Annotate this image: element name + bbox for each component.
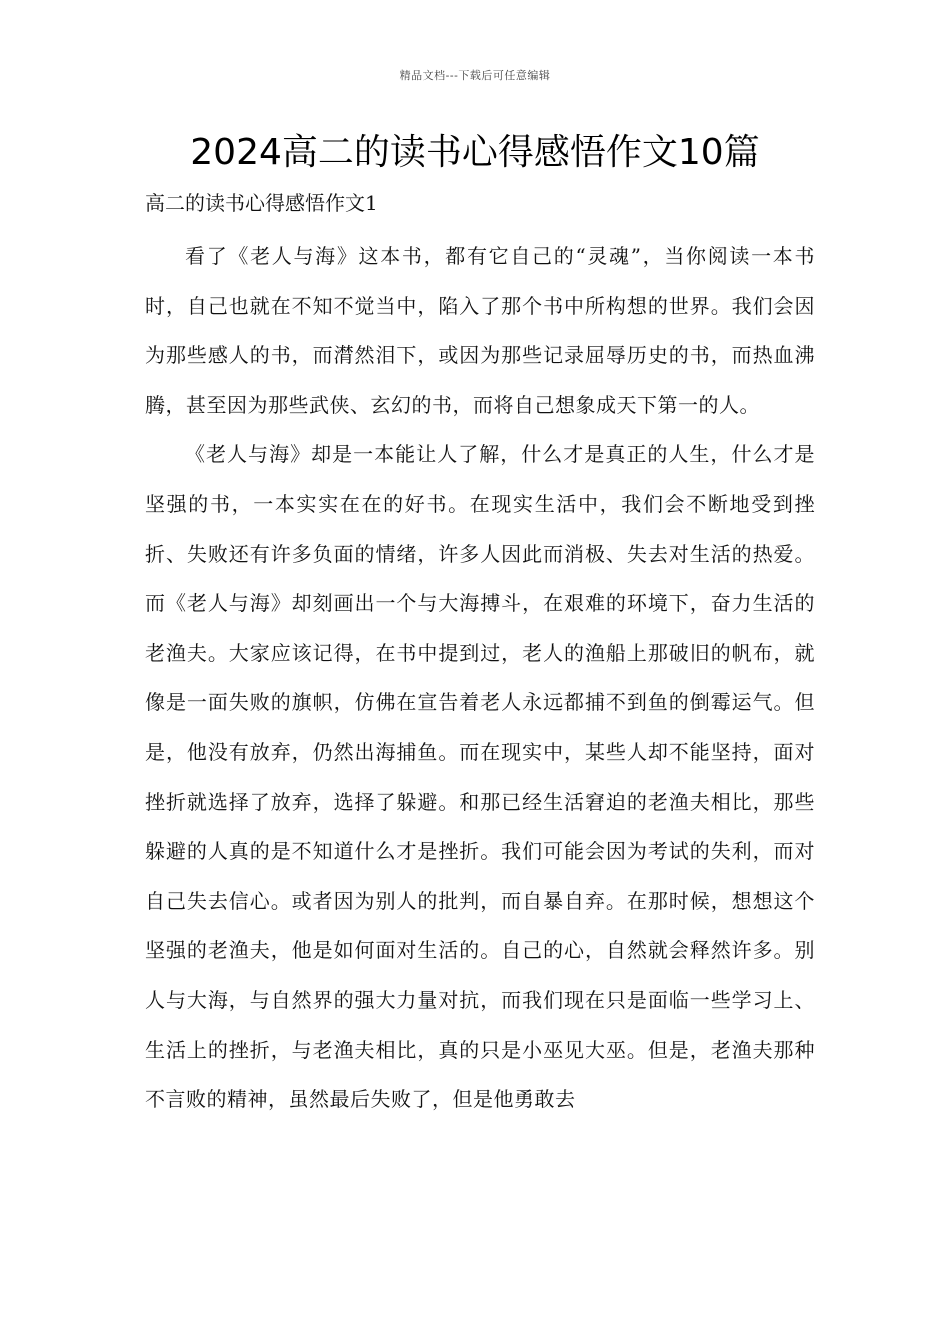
section-title: 高二的读书心得感悟作文1: [145, 191, 378, 215]
paragraph: 看了《老人与海》这本书，都有它自己的“灵魂”，当你阅读一本书时，自己也就在不知不觉当中，陷入了那个书中所构想的世界。我们会因为那些感人的书，而潸然泪下，或因为那些记录屈辱历史的书，而热血沸腾，甚至因为那些武侠、玄幻的书，而将自己想象成天下第一的人。: [145, 244, 815, 417]
header-note: 精品文档---下载后可任意编辑: [399, 69, 551, 82]
paragraph: 《老人与海》却是一本能让人了解，什么才是真正的人生，什么才是坚强的书，一本实实在在的好书。在现实生活中，我们会不断地受到挫折、失败还有许多负面的情绪，许多人因此而消极、失去对生活的热爱。而《老人与海》却刻画出一个与大海搏斗，在艰难的环境下，奋力生活的老渔夫。大家应该记得，在书中提到过，老人的渔船上那破旧的帆布，就像是一面失败的旗帜，仿佛在宣告着老人永远都捕不到鱼的倒霉运气。但是，他没有放弃，仍然出海捕鱼。而在现实中，某些人却不能坚持，面对挫折就选择了放弃，选择了躲避。和那已经生活窘迫的老渔夫相比，那些躲避的人真的是不知道什么才是挫折。我们可能会因为考试的失利，而对自己失去信心。或者因为别人的批判，而自暴自弃。在那时候，想想这个坚强的老渔夫，他是如何面对生活的。自己的心，自然就会释然许多。别人与大海，与自然界的强大力量对抗，而我们现在只是面临一些学习上、生活上的挫折，与老渔夫相比，真的只是小巫见大巫。但是，老渔夫那种不言败的精神，虽然最后失败了，但是他勇敢去: [145, 442, 815, 1112]
document-title: 2024高二的读书心得感悟作文10篇: [190, 132, 760, 173]
document-body: [145, 232, 815, 1125]
